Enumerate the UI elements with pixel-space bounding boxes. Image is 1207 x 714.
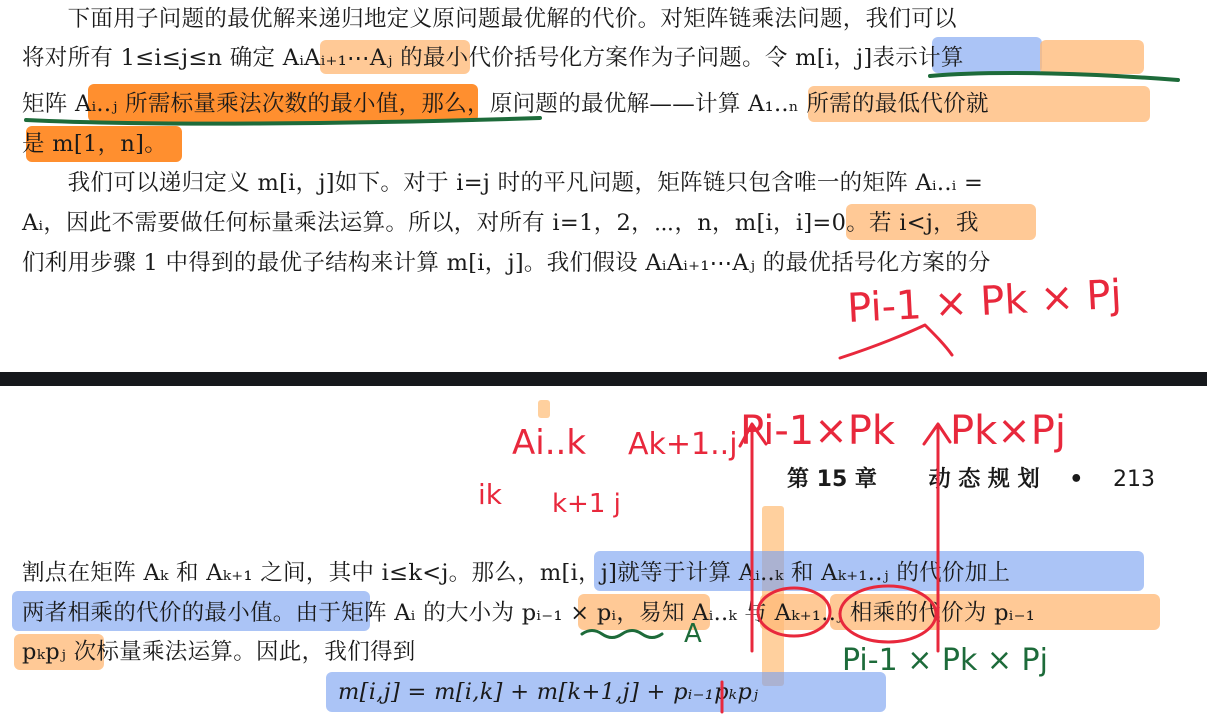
text-line: 两者相乘的代价的最小值。由于矩阵 Aᵢ 的大小为 pᵢ₋₁ × pᵢ，易知 Aᵢ..ₖ 与 Aₖ₊₁..ⱼ 相乘的代价为 pᵢ₋₁ <box>22 600 1036 626</box>
chapter-title: 动 态 规 划 <box>928 467 1040 492</box>
annotation-ai-k: Ai..k <box>512 423 587 463</box>
highlight-bar <box>538 400 550 418</box>
highlight-compute <box>1040 40 1144 74</box>
green-underline <box>930 73 1178 80</box>
annotation-k1-j: k+1 j <box>552 489 621 519</box>
text-line: 是 m[1，n]。 <box>22 131 168 157</box>
text-line: 我们可以递归定义 m[i，j]如下。对于 i=j 时的平凡问题，矩阵链只包含唯一的矩阵 Aᵢ..ᵢ = <box>22 170 984 196</box>
annotation-ik: ik <box>478 478 502 511</box>
annotation-a-mark: A <box>684 619 702 649</box>
text-line: 将对所有 1≤i≤j≤n 确定 AᵢAᵢ₊₁⋯Aⱼ 的最小代价括号化方案作为子问题。令 m[i，j]表示计算 <box>22 45 964 71</box>
annotation-pi-pk-pj: Pi-1 × Pk × Pj <box>846 271 1123 332</box>
recurrence-formula: m[i,j] = m[i,k] + m[k+1,j] + pᵢ₋₁pₖpⱼ <box>338 679 759 705</box>
annotation-pk-pj: Pk×Pj <box>950 408 1067 454</box>
page-number: 213 <box>1113 467 1155 492</box>
page-divider <box>0 372 1207 386</box>
text-line: 矩阵 Aᵢ..ⱼ 所需标量乘法次数的最小值，那么，原问题的最优解——计算 A₁..ₙ 所需的最低代价就 <box>22 91 989 117</box>
text-line: 割点在矩阵 Aₖ 和 Aₖ₊₁ 之间，其中 i≤k<j。那么，m[i，j]就等于计算 Aᵢ..ₖ 和 Aₖ₊₁..ⱼ 的代价加上 <box>22 560 1011 586</box>
text-line: pₖpⱼ 次标量乘法运算。因此，我们得到 <box>22 639 416 665</box>
text-line: 下面用子问题的最优解来递归地定义原问题最优解的代价。对矩阵链乘法问题，我们可以 <box>22 6 957 32</box>
running-header <box>787 462 1155 493</box>
header-separator: • <box>1069 467 1084 492</box>
green-squiggle <box>582 631 662 638</box>
text-line: Aᵢ，因此不需要做任何标量乘法运算。所以，对所有 i=1，2，⋯，n，m[i，i]=0。若 i<j，我 <box>22 210 979 236</box>
bottom-page <box>0 386 1207 714</box>
annotation-pi-pk: Pi-1×Pk <box>740 408 896 454</box>
text-line: 们利用步骤 1 中得到的最优子结构来计算 m[i，j]。我们假设 AᵢAᵢ₊₁⋯Aⱼ 的最优括号化方案的分 <box>22 250 991 276</box>
annotation-product-dims: Pi-1 × Pk × Pj <box>842 643 1048 678</box>
red-caret <box>840 325 952 358</box>
annotation-ak1-j: Ak+1..j <box>628 427 738 462</box>
chapter-label: 第 15 章 <box>787 467 877 492</box>
